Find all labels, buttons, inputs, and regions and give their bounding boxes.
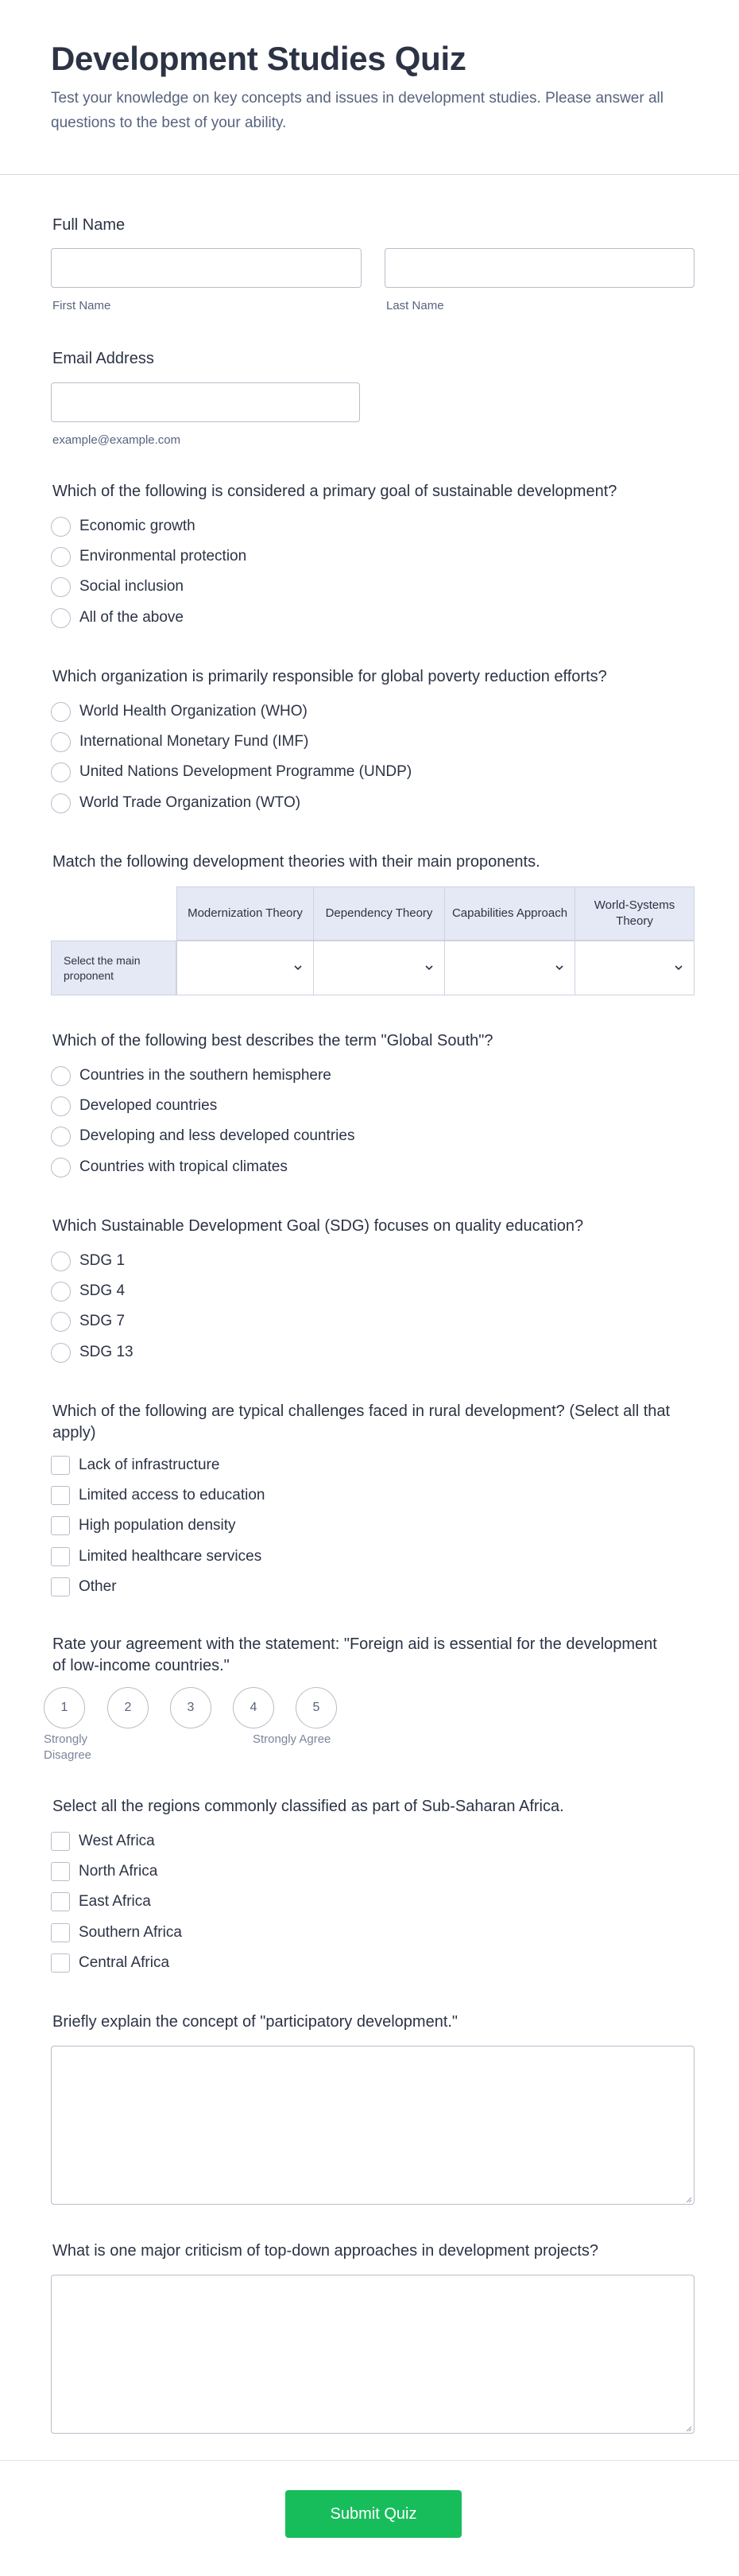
chevron-down-icon [554, 962, 565, 973]
q5-option-label: SDG 7 [79, 1313, 126, 1329]
q4-option-label: Developed countries [79, 1097, 218, 1114]
radio-button[interactable] [51, 1096, 71, 1116]
submit-quiz-button[interactable]: Submit Quiz [285, 2490, 462, 2538]
q1-option[interactable] [51, 545, 246, 568]
q4-option[interactable] [51, 1065, 331, 1087]
q6-option-label: Limited access to education [79, 1487, 265, 1503]
q8-option-label: East Africa [79, 1893, 151, 1910]
q8-option-label: Southern Africa [79, 1924, 182, 1941]
radio-button[interactable] [51, 517, 71, 537]
scale-low-label: Strongly Disagree [44, 1732, 92, 1762]
q6-option[interactable] [51, 1454, 219, 1476]
q5-option-label: SDG 4 [79, 1282, 126, 1299]
q1-option-label: Economic growth [79, 518, 195, 534]
checkbox[interactable] [51, 1892, 70, 1911]
q2-label: Which organization is primarily responsible for global poverty reduction efforts? [52, 668, 607, 685]
q4-option-label: Developing and less developed countries [79, 1127, 355, 1144]
q4-option[interactable] [51, 1095, 217, 1117]
q6-option-label: High population density [79, 1517, 236, 1534]
last-name-sublabel: Last Name [386, 299, 444, 312]
email-input[interactable] [51, 382, 360, 422]
checkbox[interactable] [51, 1577, 70, 1596]
matrix-dropdown[interactable] [575, 941, 695, 995]
scale-option[interactable]: 3 [170, 1687, 211, 1728]
scale-option[interactable]: 1 [44, 1687, 85, 1728]
q5-option[interactable] [51, 1310, 125, 1333]
q5-option-label: SDG 1 [79, 1252, 126, 1269]
q2-option-label: World Health Organization (WHO) [79, 703, 308, 720]
q8-option[interactable] [51, 1830, 155, 1852]
email-sublabel: example@example.com [52, 433, 181, 447]
q5-option[interactable] [51, 1250, 125, 1272]
radio-button[interactable] [51, 547, 71, 567]
chevron-down-icon [424, 962, 435, 973]
radio-button[interactable] [51, 1282, 71, 1302]
q2-option[interactable] [51, 700, 308, 723]
full-name-label: Full Name [52, 216, 126, 234]
q4-label: Which of the following best describes the term "Global South"? [52, 1032, 493, 1049]
radio-button[interactable] [51, 1158, 71, 1177]
radio-button[interactable] [51, 762, 71, 782]
q8-option-label: West Africa [79, 1833, 155, 1849]
q1-label: Which of the following is considered a primary goal of sustainable development? [52, 483, 617, 500]
radio-button[interactable] [51, 793, 71, 813]
theory-matrix [51, 886, 695, 995]
q6-option[interactable] [51, 1484, 265, 1507]
q6-option-label: Limited healthcare services [79, 1548, 262, 1565]
q8-option[interactable] [51, 1922, 182, 1944]
q2-option-label: World Trade Organization (WTO) [79, 794, 301, 811]
radio-button[interactable] [51, 732, 71, 752]
q5-label: Which Sustainable Development Goal (SDG) focuses on quality education? [52, 1217, 584, 1235]
q2-option[interactable] [51, 731, 308, 753]
radio-button[interactable] [51, 1127, 71, 1146]
q1-option-label: All of the above [79, 609, 184, 626]
q8-option[interactable] [51, 1952, 169, 1974]
radio-button[interactable] [51, 577, 71, 597]
scale-option[interactable]: 2 [107, 1687, 149, 1728]
matrix-row-label: Select the main proponent [51, 941, 176, 995]
q9-label: Briefly explain the concept of "participatory development." [52, 2013, 458, 2031]
q1-option[interactable] [51, 607, 184, 629]
radio-button[interactable] [51, 1343, 71, 1363]
matrix-column-header: Dependency Theory [313, 886, 445, 941]
q2-option-label: United Nations Development Programme (UNDP) [79, 763, 412, 780]
q8-label: Select all the regions commonly classified as part of Sub-Saharan Africa. [52, 1798, 564, 1815]
matrix-column-header: Capabilities Approach [444, 886, 575, 941]
q2-option[interactable] [51, 792, 300, 814]
q6-option-label: Other [79, 1578, 117, 1595]
radio-button[interactable] [51, 608, 71, 628]
resize-grip-icon[interactable] [684, 2424, 692, 2432]
last-name-input[interactable] [385, 248, 695, 288]
checkbox[interactable] [51, 1456, 70, 1475]
scale-option[interactable]: 4 [233, 1687, 274, 1728]
chevron-down-icon [292, 962, 304, 973]
q1-option-label: Social inclusion [79, 578, 184, 595]
participatory-development-textarea[interactable] [51, 2046, 695, 2205]
q5-option[interactable] [51, 1341, 133, 1364]
top-down-criticism-textarea[interactable] [51, 2275, 695, 2434]
q4-option-label: Countries in the southern hemisphere [79, 1067, 331, 1084]
q4-option[interactable] [51, 1156, 288, 1178]
q8-option[interactable] [51, 1891, 151, 1913]
first-name-sublabel: First Name [52, 299, 111, 312]
matrix-dropdown[interactable] [176, 941, 314, 995]
q2-option-label: International Monetary Fund (IMF) [79, 733, 309, 750]
radio-button[interactable] [51, 1251, 71, 1271]
radio-button[interactable] [51, 702, 71, 722]
first-name-input[interactable] [51, 248, 362, 288]
q4-option-label: Countries with tropical climates [79, 1158, 288, 1175]
scale-option[interactable]: 5 [296, 1687, 337, 1728]
form-description: Test your knowledge on key concepts and issues in development studies. Please answer all questions to the best of your ability. [51, 90, 664, 131]
checkbox[interactable] [51, 1516, 70, 1535]
checkbox[interactable] [51, 1862, 70, 1881]
q2-option[interactable] [51, 761, 412, 783]
matrix-column-header: Modernization Theory [176, 886, 314, 941]
checkbox[interactable] [51, 1832, 70, 1851]
q8-option[interactable] [51, 1860, 157, 1883]
checkbox[interactable] [51, 1953, 70, 1973]
matrix-dropdown[interactable] [313, 941, 445, 995]
radio-button[interactable] [51, 1312, 71, 1332]
q6-option[interactable] [51, 1576, 117, 1598]
resize-grip-icon[interactable] [684, 2195, 692, 2203]
q7-label: Rate your agreement with the statement: "Foreign aid is essential for the development of low-income countries." [52, 1635, 657, 1674]
scale-high-label: Strongly Agree [253, 1732, 331, 1746]
q8-option-label: Central Africa [79, 1954, 170, 1971]
q1-option-label: Environmental protection [79, 548, 247, 564]
q4-option[interactable] [51, 1125, 354, 1147]
chevron-down-icon [673, 962, 684, 973]
q3-label: Match the following development theories with their main proponents. [52, 853, 540, 871]
q6-option[interactable] [51, 1546, 261, 1568]
q5-option-label: SDG 13 [79, 1344, 133, 1360]
checkbox[interactable] [51, 1486, 70, 1505]
q6-label: Which of the following are typical challenges faced in rural development? (Select all that apply) [52, 1402, 671, 1441]
form-header [0, 0, 739, 175]
q1-option[interactable] [51, 515, 195, 537]
q6-option[interactable] [51, 1515, 236, 1537]
matrix-dropdown[interactable] [444, 941, 575, 995]
q8-option-label: North Africa [79, 1863, 158, 1880]
form-title: Development Studies Quiz [51, 40, 466, 77]
matrix-column-header: World-Systems Theory [575, 886, 695, 941]
q1-option[interactable] [51, 576, 184, 598]
q5-option[interactable] [51, 1280, 125, 1302]
checkbox[interactable] [51, 1547, 70, 1566]
q10-label: What is one major criticism of top-down approaches in development projects? [52, 2242, 598, 2260]
checkbox[interactable] [51, 1923, 70, 1942]
email-label: Email Address [52, 350, 154, 367]
radio-button[interactable] [51, 1066, 71, 1086]
q6-option-label: Lack of infrastructure [79, 1457, 220, 1473]
